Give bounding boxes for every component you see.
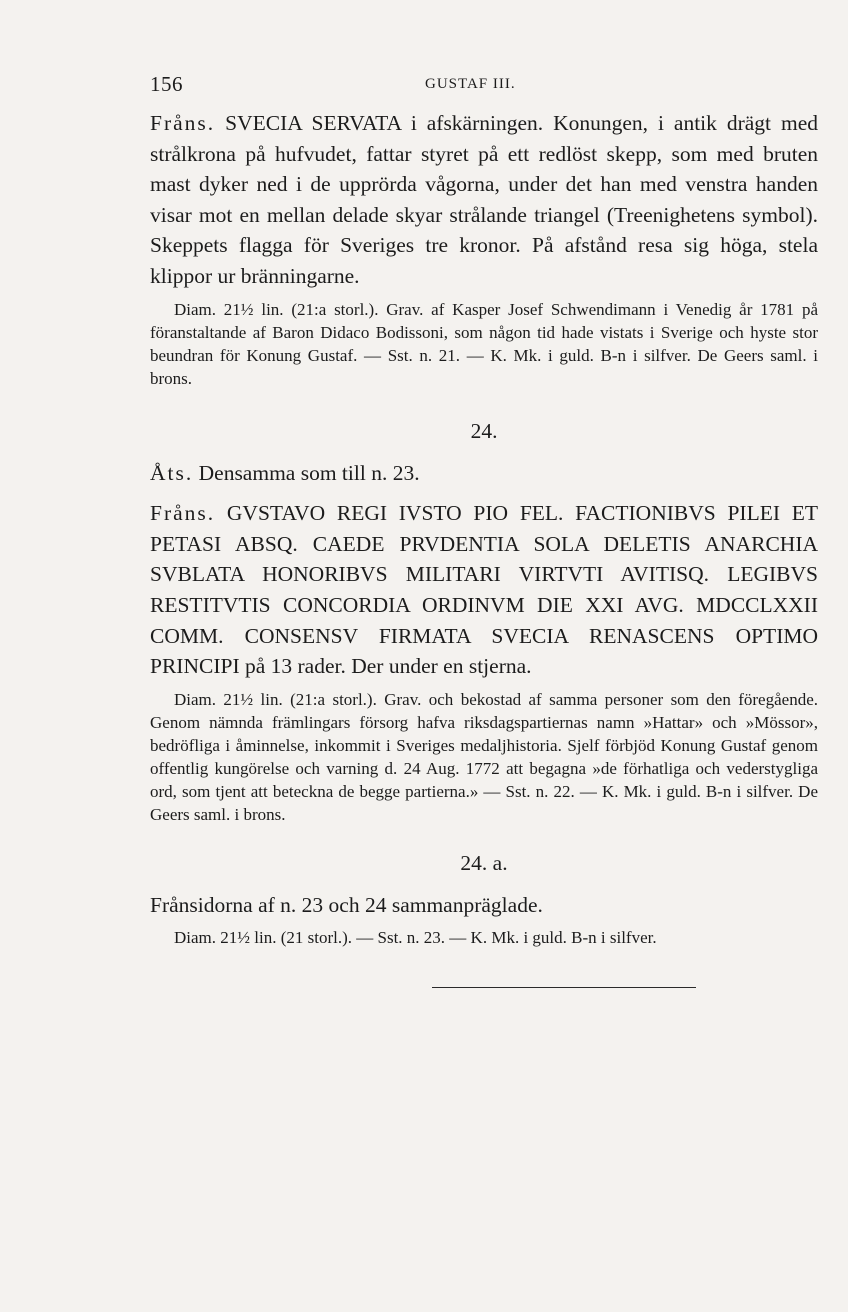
medal-number-24a: 24. a.	[460, 850, 508, 875]
page-number: 156	[150, 72, 183, 96]
main-text	[150, 108, 818, 988]
running-title: GUSTAF III.	[425, 76, 516, 92]
paragraph-24-obverse	[150, 458, 818, 489]
paragraph-24a: Frånsidorna af n. 23 och 24 sammanpräglade.	[150, 892, 543, 917]
note-23: Diam. 21½ lin. (21:a storl.). Grav. af Kasper Josef Schwendimann i Venedig år 1781 på föranstaltande af Baron Didaco Bodissoni, som någon tid hade vistats i Sverige och hyste stor beundran för Konung Gustaf. — Sst. n. 21. — K. Mk. i guld. B-n i silfver. De Geers saml. i brons.	[150, 299, 818, 388]
note-24a: Diam. 21½ lin. (21 storl.). — Sst. n. 23. — K. Mk. i guld. B-n i silfver.	[174, 928, 657, 948]
frans-description: SVECIA SERVATA i afskärningen. Konungen, i antik drägt med strålkrona på hufvudet, fattar styret på ett redlöst skepp, som med bruten mast dyker ned i de upprörda vågorna, under det han med venstra handen visar mot en mellan delade skyar strålande triangel (Treenighetens symbol). Skeppets flagga för Sveriges tre kronor. På afstånd resa sig höga, stela klippor ur bränningarne.	[150, 111, 818, 288]
ats-description: Densamma som till n. 23.	[198, 460, 420, 485]
section-rule	[432, 987, 696, 988]
paragraph-23-reverse	[150, 108, 818, 292]
ats-label: Åts.	[150, 460, 194, 485]
frans-label: Fråns.	[150, 111, 216, 135]
running-head	[150, 72, 818, 102]
paragraph-24-reverse	[150, 498, 818, 682]
frans-inscription: GVSTAVO REGI IVSTO PIO FEL. FACTIONIBVS PILEI ET PETASI ABSQ. CAEDE PRVDENTIA SOLA DELETIS ANARCHIA SVBLATA HONORIBVS MILITARI VIRTVTI AVITISQ. LEGIBVS RESTITVTIS CONCORDIA ORDINVM DIE XXI AVG. MDCCLXXII COMM. CONSENSV FIRMATA SVECIA RENASCENS OPTIMO PRINCIPI på 13 rader. Der under en stjerna.	[150, 501, 819, 679]
medal-number-24: 24.	[470, 418, 498, 443]
frans-label: Fråns.	[150, 501, 216, 526]
note-24: Diam. 21½ lin. (21:a storl.). Grav. och bekostad af samma personer som den föregående. Genom nämnda främlingars försorg hafva riksdagspartiernas namn »Hattar» och »Mössor», bedröfliga i åminnelse, inkommit i Sveriges medaljhistoria. Sjelf förbjöd Konung Gustaf genom offentlig kungörelse och varning d. 24 Aug. 1772 att begagna »de förhatliga och vederstygliga ord, som tjent att beteckna de begge partierna.» — Sst. n. 22. — K. Mk. i guld. B-n i silfver. De Geers saml. i brons.	[150, 689, 818, 824]
